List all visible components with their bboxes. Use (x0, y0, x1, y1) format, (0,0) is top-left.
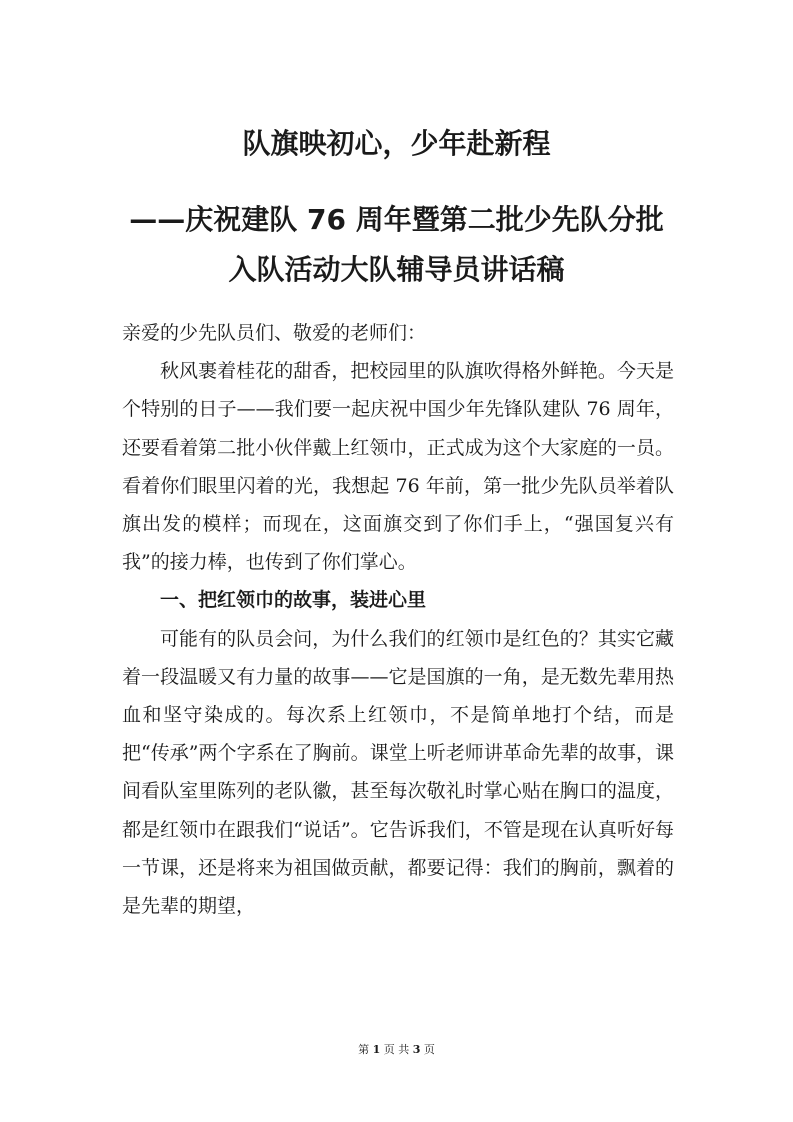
footer-suffix: 页 (423, 1043, 435, 1056)
footer-prefix: 第 (358, 1043, 370, 1056)
document-body (122, 314, 674, 925)
section-heading: 一、把红领巾的故事，装进心里 (160, 589, 427, 612)
document-title: 队旗映初心，少年赴新程 (242, 127, 551, 160)
footer-page-number: 1 (372, 1043, 381, 1056)
document-subtitle-line-1: ——庆祝建队 76 周年暨第二批少先队分批 (129, 203, 664, 236)
document-subtitle-line-2: 入队活动大队辅导员讲话稿 (228, 253, 565, 286)
footer-total-pages: 3 (412, 1043, 421, 1056)
salutation: 亲爱的少先队员们、敬爱的老师们： (122, 322, 427, 344)
footer-middle: 页 共 (383, 1043, 410, 1056)
page-footer (0, 1043, 793, 1057)
body-paragraph: 可能有的队员会问，为什么我们的红领巾是红色的？其实它藏着一段温暖又有力量的故事——它是国旗的一角，是无数先辈用热血和坚守染成的。每次系上红领巾，不是简单地打个结，而是把“传承”两个字系在了胸前。课堂上听老师讲革命先辈的故事，课间看队室里陈列的老队徽，甚至每次敬礼时掌心贴在胸口的温度，都是红领巾在跟我们“说话”。它告诉我们，不管是现在认真听好每一节课，还是将来为祖国做贡献，都要记得：我们的胸前，飘着的是先辈的期望， (122, 627, 674, 918)
body-paragraph: 秋风裹着桂花的甜香，把校园里的队旗吹得格外鲜艳。今天是个特别的日子——我们要一起庆祝中国少年先锋队建队 76 周年，还要看着第二批小伙伴戴上红领巾，正式成为这个大家庭的一员。看着你们眼里闪着的光，我想起 76 年前，第一批少先队员举着队旗出发的模样；而现在，这面旗交到了你们手上，“强国复兴有我”的接力棒，也传到了你们掌心。 (122, 360, 674, 574)
